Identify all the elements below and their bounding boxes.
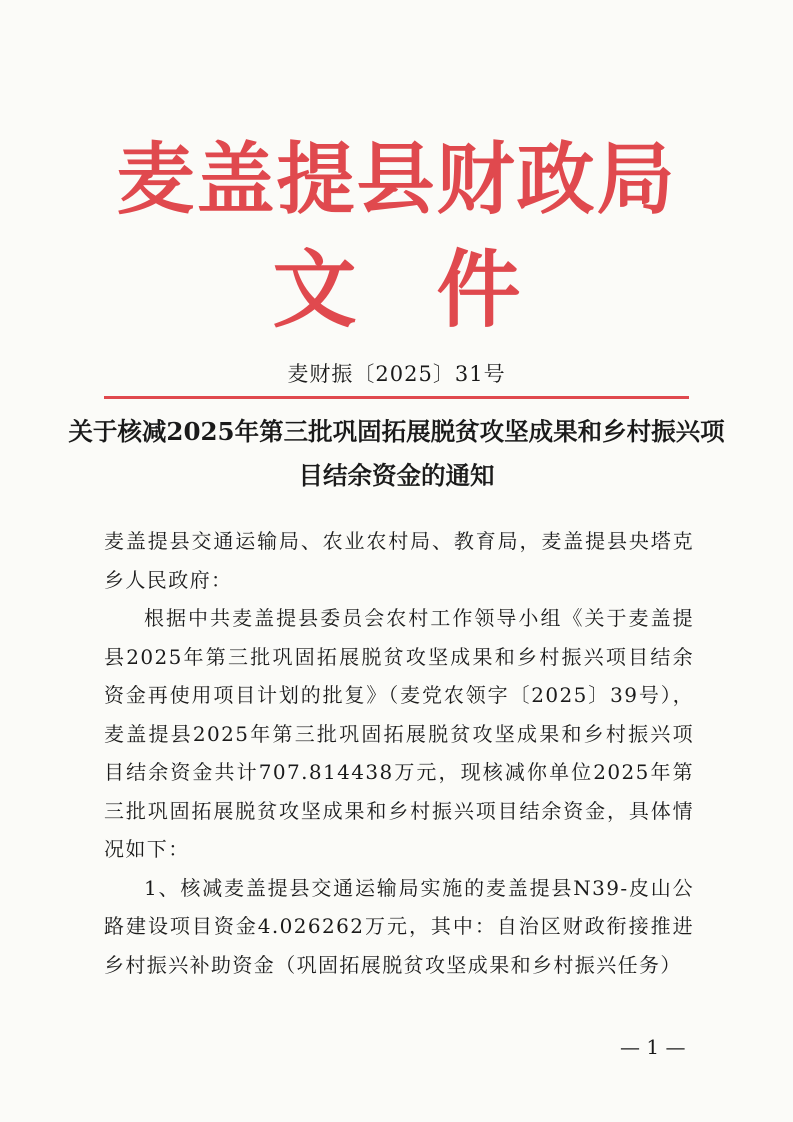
document-title: 关于核减2025年第三批巩固拓展脱贫攻坚成果和乡村振兴项目结余资金的通知 bbox=[68, 417, 725, 490]
masthead-agency-name: 麦盖提县财政局 bbox=[116, 135, 677, 225]
document-body bbox=[104, 522, 694, 984]
red-divider-line bbox=[104, 396, 689, 399]
masthead-document-label: 文件 bbox=[272, 241, 601, 339]
body-paragraph: 根据中共麦盖提县委员会农村工作领导小组《关于麦盖提县2025年第三批巩固拓展脱贫攻坚成果和乡村振兴项目结余资金再使用项目计划的批复》（麦党农领字〔2025〕39号），麦盖提县2025年第三批巩固拓展脱贫攻坚成果和乡村振兴项目结余资金共计707.814438万元，现核减你单位2025年第三批巩固拓展脱贫攻坚成果和乡村振兴项目结余资金，具体情况如下： bbox=[104, 606, 694, 861]
addressee: 麦盖提县交通运输局、农业农村局、教育局，麦盖提县央塔克乡人民政府： bbox=[104, 529, 694, 592]
document-number: 麦财振〔2025〕31号 bbox=[287, 362, 506, 386]
page-number: — 1 — bbox=[620, 1035, 686, 1059]
body-paragraph: 1、核减麦盖提县交通运输局实施的麦盖提县N39-皮山公路建设项目资金4.026262万元，其中：自治区财政衔接推进乡村振兴补助资金（巩固拓展脱贫攻坚成果和乡村振兴任务） bbox=[104, 875, 694, 977]
